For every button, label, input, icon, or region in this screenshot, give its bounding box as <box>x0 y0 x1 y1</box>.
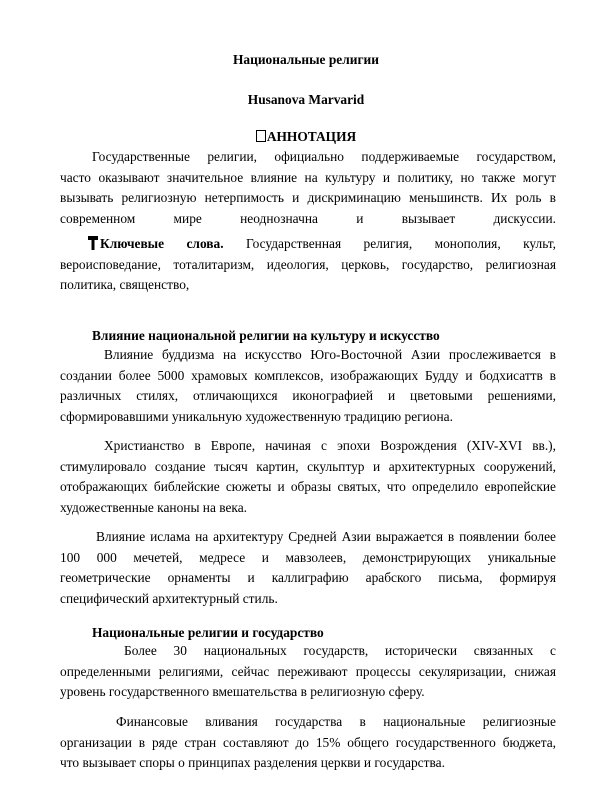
section2-p1-line-1: Более 30 национальных государств, исторически связанных с <box>124 643 556 658</box>
abstract-line-2: часто оказывают значительное влияние на культуру и политику, но также могут <box>60 169 556 185</box>
section1-p3-line-3: геометрические орнаменты и каллиграфию арабского письма, формируя <box>60 570 556 585</box>
section2-p1-line-3: уровень государственного вмешательства в религиозную сферу. <box>60 684 425 699</box>
abstract-heading <box>0 129 612 145</box>
keywords-text: Государственная религия, монополия, культ, <box>246 236 556 251</box>
section2-p2-line-1: Финансовые вливания государства в национальные религиозные <box>116 714 556 729</box>
section1-heading: Влияние национальной религии на культуру и искусство <box>92 328 440 343</box>
abstract-line-1: Государственные религии, официально поддерживаемые государством, <box>92 149 556 164</box>
section2-p2-line-2: организации в ряде стран составляют до 15% общего государственного бюджета, <box>60 734 556 750</box>
abstract-heading-text: АННОТАЦИЯ <box>266 129 357 144</box>
section1-p2-line-3: отображающих библейские сюжеты и образы святых, что определило европейские <box>60 479 556 494</box>
document-title: Национальные религии <box>233 52 379 67</box>
keywords-line-2: вероисповедание, тоталитаризм, идеология, церковь, государство, религиозная <box>60 256 556 272</box>
missing-glyph-icon <box>256 130 266 142</box>
author-name: Husanova Marvarid <box>247 92 365 107</box>
section1-p1-line-2: создании более 5000 храмовых комплексов, изображающих Будду и бодхисаттв в <box>60 367 556 383</box>
abstract-line-3: вызывать религиозную нетерпимость и дискриминацию меньшинств. Их роль в <box>60 190 556 205</box>
section1-p2-line-2: стимулировало создание тысяч картин, скульптур и архитектурных сооружений, <box>60 458 556 474</box>
keywords-label <box>88 236 224 251</box>
section1-p1-line-3: различных стилях, отличающихся иконографией и цветовыми решениями, <box>60 388 556 403</box>
section1-p3-line-4: специфический архитектурный стиль. <box>60 590 278 606</box>
section1-p3-line-1: Влияние ислама на архитектуру Средней Азии выражается в появлении более <box>96 529 556 544</box>
section1-p3-line-2: 100 000 мечетей, медресе и мавзолеев, демонстрирующих уникальные <box>60 549 556 565</box>
section1-p1-line-1: Влияние буддизма на искусство Юго-Восточной Азии прослеживается в <box>104 347 556 362</box>
abstract-line-4: современном мире неоднозначна и вызывает дискуссии. <box>60 210 556 226</box>
keywords-line-3: политика, священство, <box>60 277 190 292</box>
section2-heading: Национальные религии и государство <box>92 625 324 640</box>
section1-p2-line-4: художественные каноны на века. <box>60 499 248 515</box>
section2-p1-line-2: определенными религиями, сейчас переживают процессы секуляризации, снижая <box>60 663 556 679</box>
section1-p2-line-1: Христианство в Европе, начиная с эпохи Возрождения (XIV-XVI вв.), <box>104 438 556 453</box>
section1-p1-line-4: сформировавшими уникальную художественную традицию региона. <box>60 408 453 424</box>
keywords-line-1 <box>88 234 556 255</box>
pin-icon <box>88 236 98 250</box>
keywords-label-text: Ключевые слова. <box>100 236 224 251</box>
section2-p2-line-3: что вызывает споры о принципах разделения церкви и государства. <box>60 755 445 770</box>
